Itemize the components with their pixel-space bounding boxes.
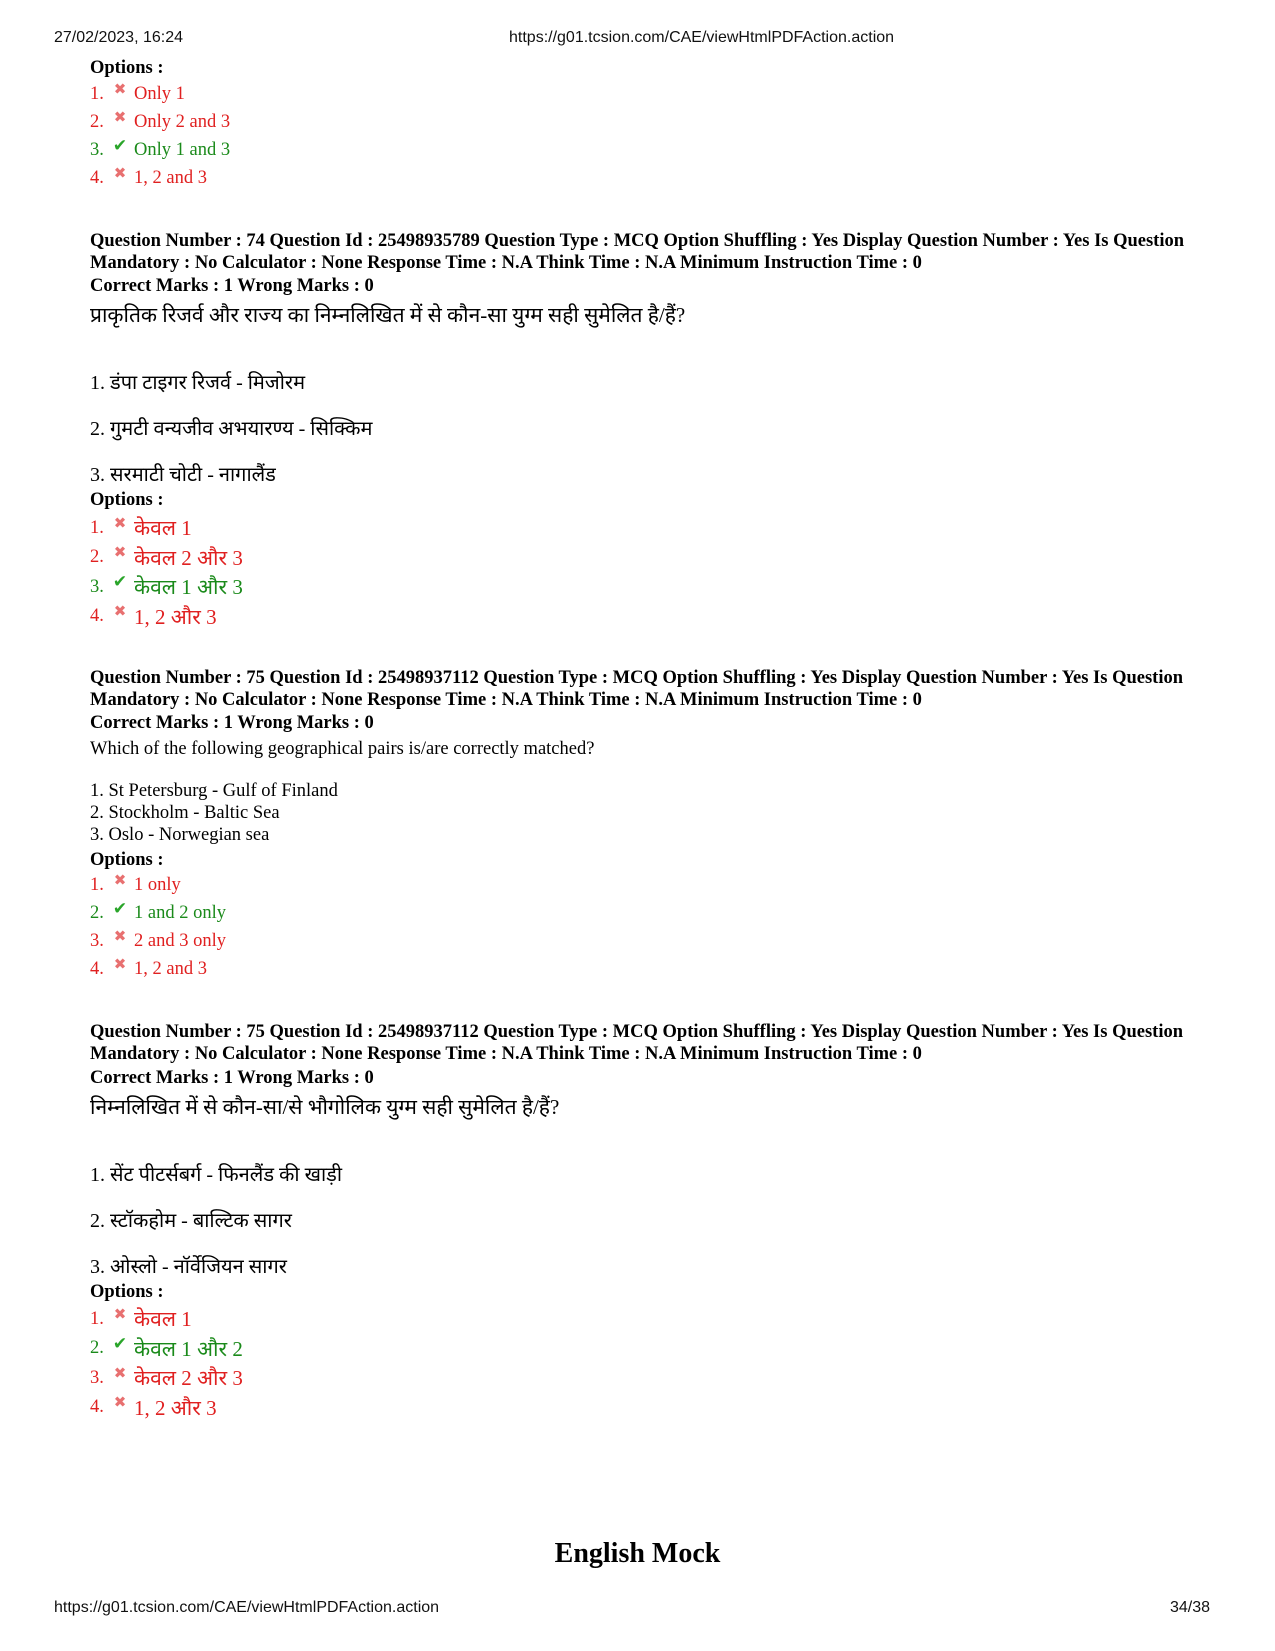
option-row bbox=[90, 1394, 217, 1422]
option-number: 2. bbox=[90, 1338, 104, 1358]
cross-icon: ✖ bbox=[113, 515, 127, 532]
option-row bbox=[90, 84, 185, 105]
cross-icon: ✖ bbox=[113, 82, 127, 98]
option-number: 2. bbox=[90, 112, 104, 132]
option-number: 2. bbox=[90, 547, 104, 567]
cross-icon: ✖ bbox=[113, 929, 127, 945]
option-number: 3. bbox=[90, 931, 104, 951]
statement-75-en-3: 3. Oslo - Norwegian sea bbox=[90, 825, 270, 845]
statement-74-2: 2. गुमटी वन्यजीव अभयारण्य - सिक्किम bbox=[90, 418, 373, 440]
cross-icon: ✖ bbox=[113, 1395, 127, 1411]
option-row bbox=[90, 135, 231, 161]
question-text-74: प्राकृतिक रिजर्व और राज्य का निम्नलिखित में से कौन-सा युग्म सही सुमेलित है/हैं? bbox=[90, 303, 686, 327]
cross-icon: ✖ bbox=[113, 1306, 127, 1323]
option-number: 3. bbox=[90, 576, 104, 597]
statement-74-1: 1. डंपा टाइगर रिजर्व - मिजोरम bbox=[90, 372, 306, 394]
option-number: 1. bbox=[90, 517, 104, 538]
marks-line-75-hi: Correct Marks : 1 Wrong Marks : 0 bbox=[90, 1068, 374, 1088]
question-meta-75-hi: Question Number : 75 Question Id : 25498937112 Question Type : MCQ Option Shuffling : Yes Display Question Number : Yes Is Question Mandatory : No Calculator : None Response Time : N.A Think Time : N.A Minimum Instruction Time : 0 bbox=[90, 1022, 1183, 1064]
footer-url: https://g01.tcsion.com/CAE/viewHtmlPDFAction.action bbox=[54, 1599, 440, 1616]
statement-75-hi-1: 1. सेंट पीटर्सबर्ग - फिनलैंड की खाड़ी bbox=[90, 1164, 342, 1186]
cross-icon: ✖ bbox=[113, 110, 127, 126]
option-number: 4. bbox=[90, 606, 104, 626]
option-number: 1. bbox=[90, 1308, 104, 1329]
option-row bbox=[90, 1364, 243, 1392]
option-row bbox=[90, 573, 243, 601]
option-number: 4. bbox=[90, 1397, 104, 1417]
marks-line-74: Correct Marks : 1 Wrong Marks : 0 bbox=[90, 276, 374, 296]
cross-icon: ✖ bbox=[113, 166, 127, 182]
statement-75-en-2: 2. Stockholm - Baltic Sea bbox=[90, 803, 280, 823]
option-number: 4. bbox=[90, 168, 104, 188]
options-label: Options : bbox=[90, 490, 164, 510]
check-icon: ✔ bbox=[112, 572, 128, 591]
option-row bbox=[90, 603, 217, 631]
option-row bbox=[90, 168, 207, 189]
marks-line-75-en: Correct Marks : 1 Wrong Marks : 0 bbox=[90, 713, 374, 733]
option-row bbox=[90, 544, 243, 572]
cross-icon: ✖ bbox=[113, 1365, 127, 1382]
option-number: 3. bbox=[90, 1367, 104, 1388]
question-text-75-en: Which of the following geographical pairs is/are correctly matched? bbox=[90, 739, 595, 759]
option-text: केवल 2 और 3 bbox=[134, 545, 243, 570]
cross-icon: ✖ bbox=[113, 545, 127, 561]
statement-74-3: 3. सरमाटी चोटी - नागालैंड bbox=[90, 464, 276, 486]
print-datetime: 27/02/2023, 16:24 bbox=[54, 29, 184, 46]
option-text: Only 1 bbox=[134, 84, 185, 104]
option-text: केवल 1 और 2 bbox=[134, 1336, 243, 1361]
check-icon: ✔ bbox=[112, 135, 128, 155]
question-meta-75-en: Question Number : 75 Question Id : 25498937112 Question Type : MCQ Option Shuffling : Yes Display Question Number : Yes Is Question Mandatory : No Calculator : None Response Time : N.A Think Time : N.A Minimum Instruction Time : 0 bbox=[90, 668, 1183, 710]
option-row bbox=[90, 1305, 192, 1333]
page-number: 34/38 bbox=[1170, 1599, 1211, 1616]
option-text: Only 2 and 3 bbox=[134, 112, 231, 132]
cross-icon: ✖ bbox=[113, 604, 127, 620]
section-title: English Mock bbox=[554, 1538, 721, 1569]
option-number: 1. bbox=[90, 84, 104, 104]
header-url: https://g01.tcsion.com/CAE/viewHtmlPDFAction.action bbox=[509, 29, 895, 46]
statement-75-hi-2: 2. स्टॉकहोम - बाल्टिक सागर bbox=[90, 1210, 292, 1232]
question-text-75-hi: निम्नलिखित में से कौन-सा/से भौगोलिक युग्म सही सुमेलित है/हैं? bbox=[90, 1095, 560, 1119]
option-text: केवल 1 और 3 bbox=[134, 575, 243, 599]
option-number: 1. bbox=[90, 875, 104, 895]
check-icon: ✔ bbox=[112, 898, 128, 918]
option-text: 2 and 3 only bbox=[134, 931, 226, 951]
cross-icon: ✖ bbox=[113, 957, 127, 973]
options-label: Options : bbox=[90, 1282, 164, 1302]
option-text: Only 1 and 3 bbox=[134, 140, 231, 160]
options-label: Options : bbox=[90, 58, 164, 78]
option-text: 1, 2 and 3 bbox=[134, 168, 207, 188]
option-row bbox=[90, 112, 230, 133]
option-text: 1 and 2 only bbox=[134, 903, 226, 923]
option-text: केवल 1 bbox=[134, 516, 192, 540]
option-text: 1, 2 और 3 bbox=[134, 604, 217, 629]
check-icon: ✔ bbox=[112, 1333, 128, 1353]
option-row bbox=[90, 1335, 243, 1363]
option-number: 3. bbox=[90, 140, 104, 160]
statement-75-hi-3: 3. ओस्लो - नॉर्वेजियन सागर bbox=[90, 1256, 287, 1278]
option-row bbox=[90, 959, 207, 980]
question-meta-74: Question Number : 74 Question Id : 25498935789 Question Type : MCQ Option Shuffling : Yes Display Question Number : Yes Is Question Mandatory : No Calculator : None Response Time : N.A Think Time : N.A Minimum Instruction Time : 0 bbox=[90, 231, 1185, 273]
option-text: केवल 1 bbox=[134, 1307, 192, 1331]
option-number: 4. bbox=[90, 959, 104, 979]
option-text: 1, 2 and 3 bbox=[134, 959, 207, 979]
cross-icon: ✖ bbox=[113, 873, 127, 889]
statement-75-en-1: 1. St Petersburg - Gulf of Finland bbox=[90, 781, 338, 801]
option-text: 1, 2 और 3 bbox=[134, 1395, 217, 1420]
option-row bbox=[90, 931, 226, 952]
option-text: केवल 2 और 3 bbox=[134, 1366, 243, 1390]
option-row bbox=[90, 898, 226, 924]
option-row bbox=[90, 514, 192, 542]
option-row bbox=[90, 875, 181, 896]
option-text: 1 only bbox=[134, 875, 181, 895]
option-number: 2. bbox=[90, 903, 104, 923]
options-label: Options : bbox=[90, 850, 164, 870]
